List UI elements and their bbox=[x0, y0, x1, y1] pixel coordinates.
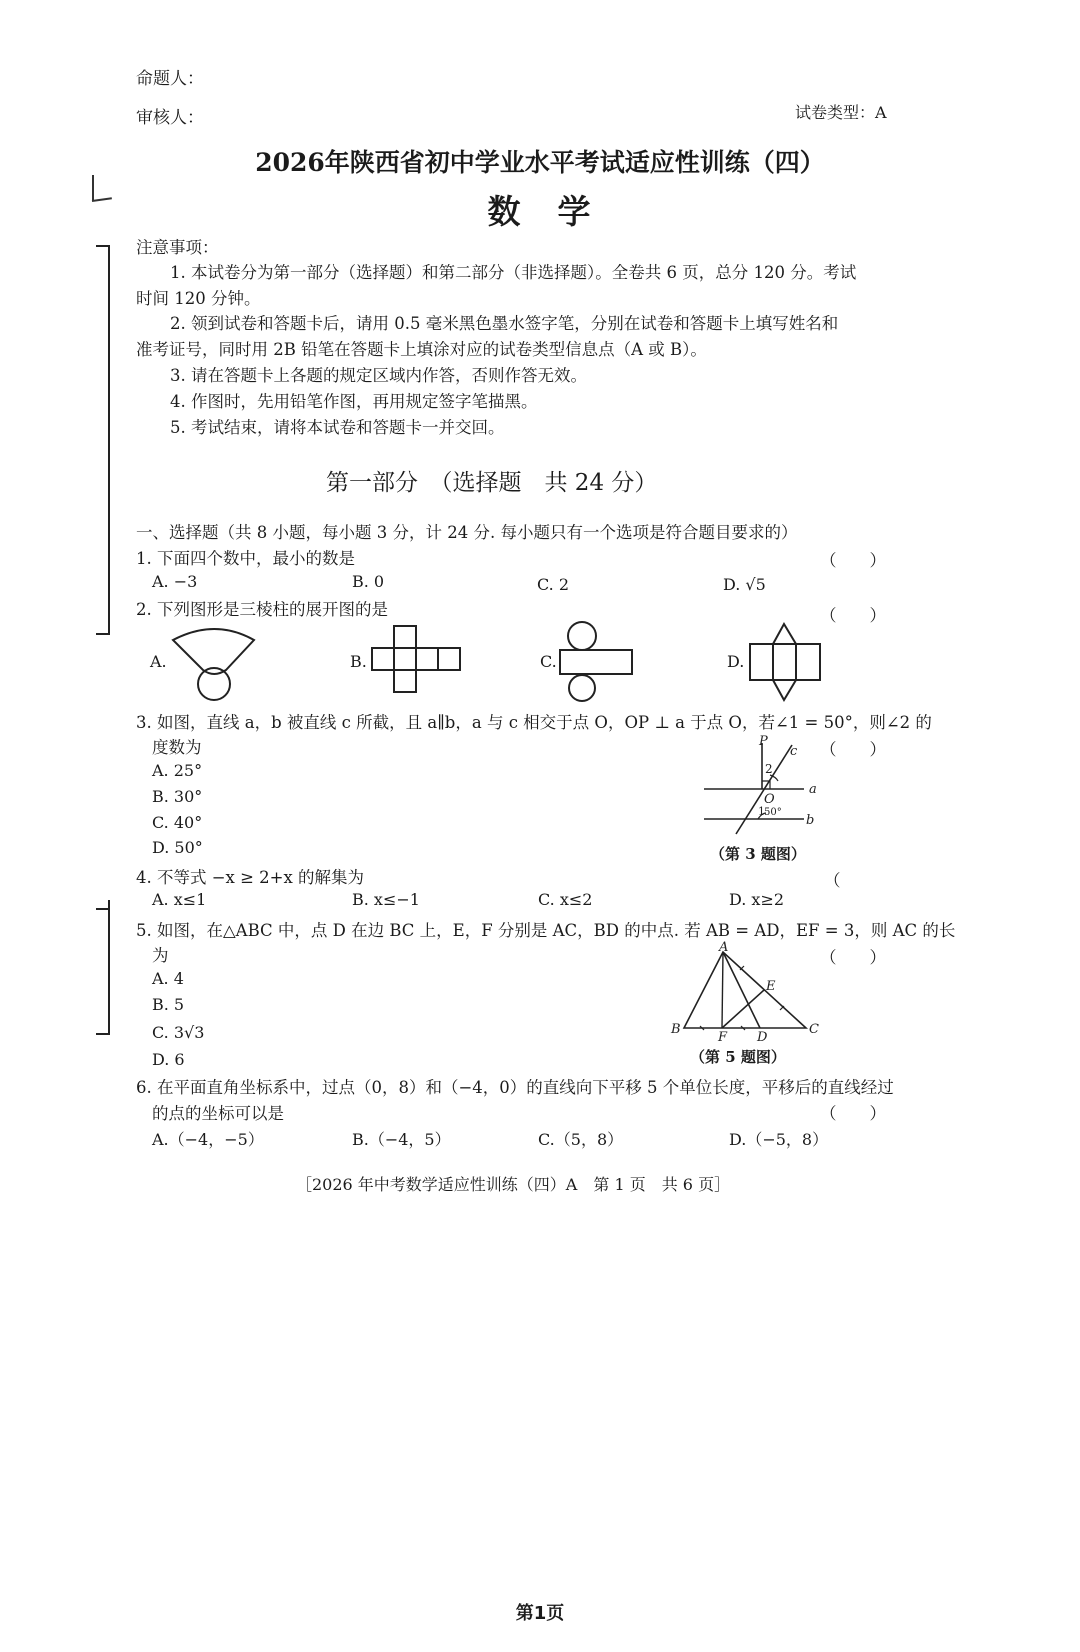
q5-stem-line2: 为 bbox=[152, 946, 169, 965]
q5-label-f: F bbox=[718, 1030, 728, 1044]
q2-net-a-cone bbox=[170, 622, 260, 702]
q2-stem: 2. 下列图形是三棱柱的展开图的是 bbox=[136, 600, 388, 619]
q3-label-b: b bbox=[806, 813, 815, 828]
page-number: 第1页 bbox=[515, 1603, 565, 1624]
q5-option-a: A. 4 bbox=[152, 969, 184, 988]
q6-option-b: B.（−4，5） bbox=[352, 1130, 451, 1149]
reviewer-label: 审核人： bbox=[136, 108, 204, 128]
exam-title: 2026年陕西省初中学业水平考试适应性训练（四） bbox=[255, 148, 825, 177]
q1-option-c: C. 2 bbox=[537, 575, 570, 594]
q1-option-a: A. −3 bbox=[152, 572, 198, 591]
author-label: 命题人： bbox=[136, 69, 204, 89]
q5-label-e: E bbox=[766, 979, 776, 994]
q4-option-b: B. x≤−1 bbox=[352, 890, 420, 909]
q2-answer-paren: （ ） bbox=[820, 606, 886, 625]
q4-option-a: A. x≤1 bbox=[152, 890, 207, 909]
q2-net-c-cylinder bbox=[558, 620, 638, 702]
q4-answer-paren: （ bbox=[824, 871, 841, 890]
q6-answer-paren: （ ） bbox=[820, 1104, 886, 1123]
inner-footer: ［2026 年中考数学适应性训练（四）A 第 1 页 共 6 页］ bbox=[296, 1175, 731, 1194]
q6-option-a: A.（−4，−5） bbox=[152, 1130, 264, 1149]
q5-figure bbox=[668, 940, 828, 1044]
q4-option-d: D. x≥2 bbox=[729, 890, 785, 909]
q3-label-angle2: 2 bbox=[765, 762, 773, 776]
q5-answer-paren: （ ） bbox=[820, 948, 886, 967]
q6-stem-line1: 6. 在平面直角坐标系中，过点（0，8）和（−4，0）的直线向下平移 5 个单位长度，平移后的直线经过 bbox=[136, 1078, 894, 1097]
q5-stem-line1: 5. 如图，在△ABC 中，点 D 在边 BC 上，E，F 分别是 AC，BD 的中点. 若 AB = AD，EF = 3，则 AC 的长 bbox=[136, 921, 956, 940]
binding-line-top bbox=[108, 245, 110, 635]
q3-label-c: c bbox=[790, 744, 798, 759]
binding-tick bbox=[96, 1033, 110, 1035]
q3-label-o: O bbox=[764, 792, 775, 807]
q4-stem: 4. 不等式 −x ≥ 2+x 的解集为 bbox=[136, 868, 365, 887]
q6-option-c: C.（5，8） bbox=[538, 1130, 624, 1149]
q5-label-a: A bbox=[719, 940, 729, 955]
q3-option-b: B. 30° bbox=[152, 787, 203, 806]
q3-label-angle1: 1 bbox=[758, 805, 765, 818]
note-line: 5. 考试结束，请将本试卷和答题卡一并交回。 bbox=[170, 418, 505, 437]
q3-label-angle1-value: 50° bbox=[764, 807, 782, 818]
q1-stem: 1. 下面四个数中，最小的数是 bbox=[136, 549, 355, 568]
q1-answer-paren: （ ） bbox=[820, 551, 886, 570]
note-line: 1. 本试卷分为第一部分（选择题）和第二部分（非选择题）。全卷共 6 页，总分 120 分。考试 bbox=[170, 263, 857, 282]
q4-option-c: C. x≤2 bbox=[538, 890, 593, 909]
note-line: 3. 请在答题卡上各题的规定区域内作答，否则作答无效。 bbox=[170, 366, 587, 385]
q6-stem-line2: 的点的坐标可以是 bbox=[152, 1104, 284, 1123]
q3-option-d: D. 50° bbox=[152, 838, 203, 857]
section-instructions: 一、选择题（共 8 小题，每小题 3 分，计 24 分. 每小题只有一个选项是符合题目要求的） bbox=[136, 523, 798, 542]
q2-label-d: D. bbox=[727, 652, 745, 671]
q5-option-c: C. 3√3 bbox=[152, 1023, 205, 1042]
q5-option-b: B. 5 bbox=[152, 995, 185, 1014]
part1-title: 第一部分 （选择题 共 24 分） bbox=[326, 470, 658, 496]
q5-figure-caption: （第 5 题图） bbox=[690, 1048, 786, 1066]
note-line: 2. 领到试卷和答题卡后，请用 0.5 毫米黑色墨水签字笔，分别在试卷和答题卡上填写姓名和 bbox=[170, 314, 839, 333]
q5-triangle-abc bbox=[684, 952, 806, 1028]
binding-tick bbox=[96, 245, 110, 247]
note-line: 4. 作图时，先用铅笔作图，再用规定签字笔描黑。 bbox=[170, 392, 538, 411]
q2-label-a: A. bbox=[150, 652, 167, 671]
q2-net-d-prism bbox=[748, 622, 824, 702]
q5-label-d: D bbox=[757, 1030, 768, 1044]
binding-line-bottom bbox=[108, 900, 110, 1035]
paper-type: 试卷类型：A bbox=[795, 103, 887, 122]
binding-tick bbox=[96, 633, 110, 635]
q2-net-b-cube bbox=[370, 624, 464, 694]
q5-segment-ad bbox=[723, 952, 760, 1028]
q5-option-d: D. 6 bbox=[152, 1050, 185, 1069]
q3-answer-paren: （ ） bbox=[820, 740, 886, 759]
q3-label-a: a bbox=[809, 782, 817, 797]
q1-option-d: D. √5 bbox=[723, 575, 766, 594]
q2-label-c: C. bbox=[540, 652, 557, 671]
q3-figure bbox=[700, 735, 830, 835]
q6-option-d: D.（−5，8） bbox=[729, 1130, 829, 1149]
q5-label-b: B bbox=[671, 1022, 681, 1037]
q2-label-b: B. bbox=[350, 652, 367, 671]
q3-stem-line2: 度数为 bbox=[152, 738, 202, 757]
q3-option-c: C. 40° bbox=[152, 813, 203, 832]
q5-segment-af bbox=[722, 952, 723, 1028]
q5-label-c: C bbox=[809, 1022, 819, 1037]
q1-option-b: B. 0 bbox=[352, 572, 385, 591]
note-line: 时间 120 分钟。 bbox=[136, 289, 261, 308]
binding-tick bbox=[96, 908, 110, 910]
q3-option-a: A. 25° bbox=[152, 761, 203, 780]
note-line: 准考证号，同时用 2B 铅笔在答题卡上填涂对应的试卷类型信息点（A 或 B）。 bbox=[136, 340, 707, 359]
q3-label-p: P bbox=[759, 735, 768, 749]
subject-title: 数 学 bbox=[487, 192, 593, 231]
q3-stem-line1: 3. 如图，直线 a，b 被直线 c 所截，且 a∥b，a 与 c 相交于点 O，OP ⊥ a 于点 O，若∠1 = 50°，则∠2 的 bbox=[136, 713, 932, 732]
notes-heading: 注意事项： bbox=[136, 238, 219, 257]
q3-figure-caption: （第 3 题图） bbox=[710, 845, 806, 863]
